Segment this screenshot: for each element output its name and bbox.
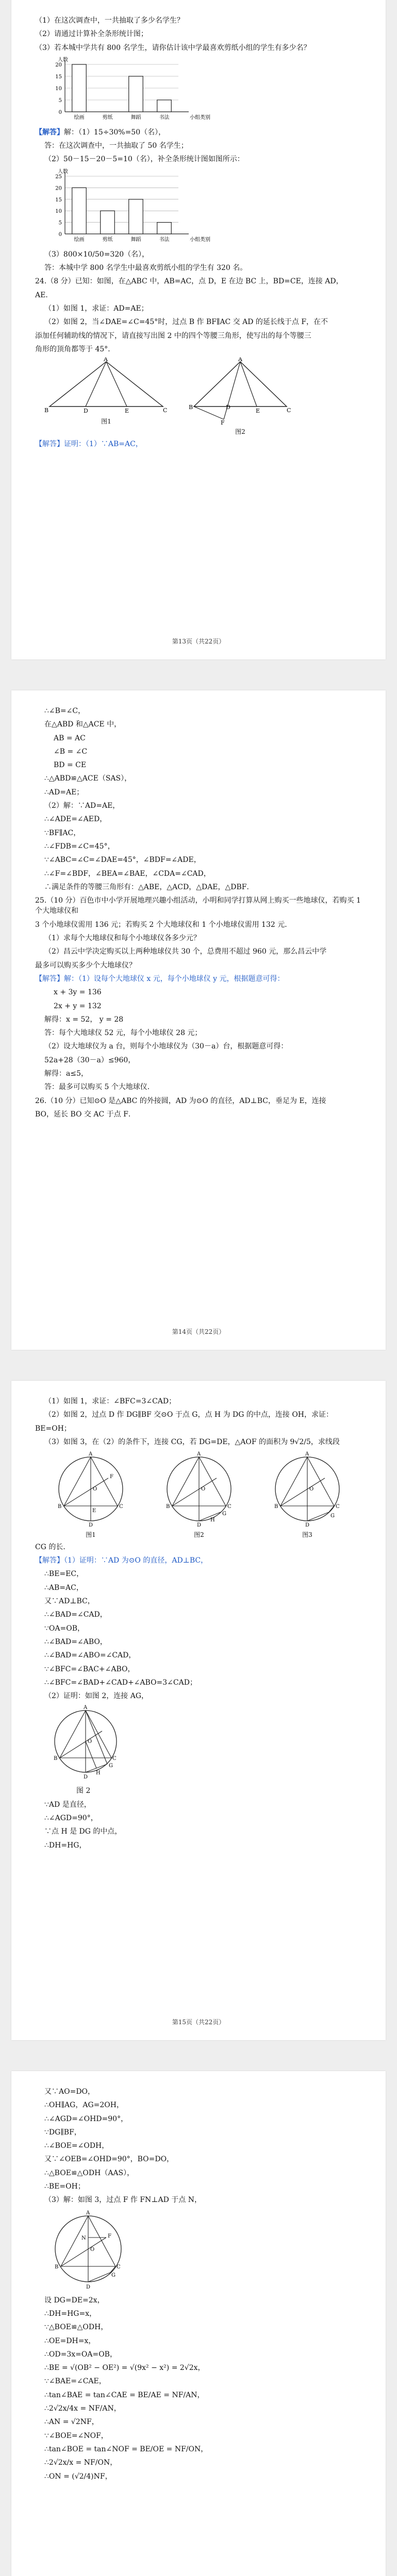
svg-text:B: B: [58, 1504, 62, 1510]
svg-text:E: E: [125, 408, 129, 415]
proof-line: ∴AD=AE；: [44, 788, 84, 796]
svg-text:F: F: [110, 1474, 113, 1480]
circle-figure-1: [44, 1450, 137, 1528]
solution-line: 答：本城中学 800 名学生中最喜欢剪纸小组的学生有 320 名。: [44, 264, 247, 273]
svg-text:G: G: [330, 1513, 335, 1519]
solution-line: 又∵AD⊥BC，: [44, 1597, 95, 1606]
proof-line: ∴∠F=∠BDF，∠BEA=∠BAE，∠CDA=∠CAD，: [44, 869, 211, 878]
solution-line: 【解答】（1）证明：∵AD 为⊙O 的直径，AD⊥BC，: [35, 1556, 208, 1565]
solution-line: ∴∠BOE=∠ODH，: [44, 2142, 109, 2150]
category-label: 剪纸: [102, 236, 113, 243]
proof-line: ∴满足条件的等腰三角形有：△ABE，△ACD，△DAE，△DBF．: [44, 883, 254, 891]
solution-line: 又∵AO=DO，: [44, 2088, 95, 2096]
figure-caption: 图2: [194, 1531, 204, 1539]
page-footer: 第15页（共22页）: [172, 2018, 225, 2026]
question-line: CG 的长．: [35, 1543, 71, 1551]
question-line: 24.（8 分）已知：如图，在△ABC 中，AB=AC，点 D，E 在边 BC 上，BD=CE，连接 AD，: [35, 277, 343, 286]
category-label: 剪纸: [102, 114, 113, 121]
y-tick-label: 0: [58, 109, 62, 115]
equation-line: 2x + y = 132: [54, 1002, 102, 1010]
svg-text:H: H: [210, 1517, 215, 1523]
proof-line: BD = CE: [54, 761, 87, 770]
solution-line: ∵∠BFC=∠BAC+∠ABO，: [44, 1665, 135, 1673]
question-line: AE．: [35, 291, 53, 299]
x-axis-label: 小组类别: [190, 236, 210, 243]
solution-line: ∵OA=OB，: [44, 1624, 85, 1633]
figure-caption: 图1: [101, 418, 111, 426]
proof-line: （2）解：∵AD=AE，: [44, 802, 120, 810]
svg-text:C: C: [336, 1504, 340, 1510]
question-line: （3）如图 3，在（2）的条件下，连接 CG，若 DG=DE，△AOF 的面积为 9√2/5，求线段: [44, 1437, 340, 1446]
question-line: （1）在这次调查中，一共抽取了多少名学生？: [35, 16, 184, 25]
category-label: 舞蹈: [130, 236, 141, 243]
solution-line: ∴ON = (√2/4)NF，: [44, 2472, 112, 2481]
solution-line: 【解答】解：（1）设每个大地球仪 x 元，每个小地球仪 y 元，根据题意可得：: [35, 974, 285, 983]
svg-text:D: D: [86, 2284, 91, 2290]
solution-line: ∴2√2x/x = NF/ON，: [44, 2459, 118, 2467]
x-axis-label: 小组类别: [190, 114, 210, 121]
question-line: 26.（10 分）已知⊙O 是△ABC 的外接圆，AD 为⊙O 的直径，AD⊥BC，垂足为 E，连接: [35, 1096, 326, 1105]
solution-line: ∵∠BOE=∠NOF，: [44, 2431, 108, 2440]
solution-line: 解得：a≤5，: [44, 1070, 88, 1078]
svg-text:D: D: [84, 1774, 88, 1781]
bar: [101, 211, 115, 234]
solution-line: 答：最多可以购买 5 个大地球仪．: [44, 1083, 155, 1092]
solution-line: ∵△BOE≌△ODH，: [44, 2323, 108, 2332]
category-label: 绘画: [74, 236, 85, 243]
solution-line: ∴∠AGD=∠OHD=90°，: [44, 2114, 128, 2123]
circle-figure-3: [261, 1450, 354, 1528]
solution-line: ∴tan∠BAE = tan∠CAE = BE/AE = NF/AN，: [44, 2391, 205, 2399]
solution-line: ∴OD=3x=OA=OB，: [44, 2350, 117, 2359]
svg-text:D: D: [84, 408, 88, 415]
document-page-15: [11, 1381, 386, 2040]
svg-text:O: O: [93, 1486, 97, 1493]
svg-text:N: N: [81, 2235, 86, 2241]
svg-text:A: A: [238, 358, 242, 363]
question-line: （1）如图 1，求证：∠BFC=3∠CAD；: [44, 1397, 176, 1405]
question-line: （1）如图 1，求证：AD=AE；: [44, 304, 148, 313]
solution-line: ∴∠BAD=∠ABO，: [44, 1637, 107, 1646]
solution-line: （2）50－15－20－5=10（名），补全条形统计图如图所示：: [44, 155, 244, 164]
solution-line: ∴2√2x/4x = NF/AN，: [44, 2404, 121, 2413]
svg-text:O: O: [90, 2246, 95, 2252]
bar: [129, 199, 143, 234]
solution-line: ∴OE=DH=x，: [44, 2336, 96, 2345]
y-tick-label: 15: [55, 197, 62, 203]
solution-line: ∵DG∥BF，: [44, 2128, 81, 2137]
svg-text:C: C: [117, 2264, 121, 2270]
solution-line: （3）解：如图 3，过点 F 作 FN⊥AD 于点 N，: [44, 2196, 202, 2205]
figure-caption: 图 2: [76, 1787, 91, 1795]
svg-text:B: B: [189, 404, 193, 411]
triangle-figure-1: [44, 358, 168, 414]
svg-text:E: E: [92, 1508, 96, 1514]
solution-line: ∴DH=HG，: [44, 1841, 87, 1850]
proof-line: ∴∠FDB=∠C=45°，: [44, 842, 115, 851]
svg-text:B: B: [166, 1504, 170, 1510]
bar: [157, 222, 172, 233]
question-line: （2）如图 2，当∠DAE=∠C=45°时，过点 B 作 BF∥AC 交 AD 的延长线于点 F，在不: [44, 318, 328, 327]
solution-line: ∵点 H 是 DG 的中点，: [44, 1827, 122, 1836]
category-label: 绘画: [74, 114, 85, 121]
y-tick-label: 5: [58, 97, 62, 104]
solution-line: ∴△BOE≌△ODH（AAS），: [44, 2168, 135, 2177]
svg-text:C: C: [227, 1504, 231, 1510]
y-tick-label: 10: [55, 86, 62, 92]
question-line: （2）如图 2，过点 D 作 DG∥BF 交⊙O 于点 G，点 H 为 DG 的中点，连接 OH，求证：: [44, 1411, 334, 1419]
triangle-figure-2: [189, 358, 292, 425]
svg-text:A: A: [89, 1451, 93, 1458]
solution-line: 52a+28（30－a）≤960，: [44, 1056, 136, 1064]
svg-text:G: G: [111, 2272, 115, 2278]
solution-line: ∴AB=AC，: [44, 1583, 84, 1592]
proof-line: AB = AC: [54, 734, 86, 742]
svg-text:G: G: [222, 1511, 226, 1517]
solution-line: ∴∠BAD=∠ABO=∠CAD，: [44, 1651, 136, 1660]
question-line: （1）求每个大地球仪和每个小地球仪各多少元？: [44, 934, 201, 943]
svg-text:O: O: [309, 1486, 314, 1493]
svg-text:A: A: [197, 1451, 201, 1458]
question-line: （2）请通过计算补全条形统计图；: [35, 30, 148, 39]
y-tick-label: 20: [55, 185, 62, 192]
solution-line: ∴OH∥AG，AG=2OH，: [44, 2101, 124, 2110]
svg-text:D: D: [226, 404, 230, 411]
solution-line: ∴tan∠BOE = tan∠NOF = BE/OE = NF/ON，: [44, 2445, 208, 2453]
bar: [72, 188, 87, 234]
proof-line: ∵∠ABC=∠C=∠DAE=45°，∠BDF=∠ADE，: [44, 856, 201, 865]
circle-figures: [44, 1450, 362, 1540]
solution-line: ∴DH=HG=x，: [44, 2309, 97, 2318]
solution-line: ∴BE=OH；: [44, 2182, 85, 2191]
solution-line: 答：每个大地球仪 52 元，每个小地球仪 28 元；: [44, 1029, 202, 1038]
svg-text:O: O: [201, 1486, 206, 1493]
page-footer: 第13页（共22页）: [172, 637, 225, 645]
document-page-14: [11, 690, 386, 1350]
proof-line: ∠B = ∠C: [54, 747, 88, 756]
solution-line: ∴BE=EC，: [44, 1570, 84, 1579]
category-label: 书法: [159, 114, 170, 121]
page-footer: 第14页（共22页）: [172, 1328, 225, 1335]
svg-text:B: B: [274, 1504, 278, 1510]
y-tick-label: 25: [55, 174, 62, 180]
svg-text:C: C: [119, 1504, 123, 1510]
solution-line: ∴∠BAD=∠CAD，: [44, 1611, 107, 1619]
proof-line: ∴△ABD≌△ACE（SAS），: [44, 774, 132, 783]
svg-text:O: O: [88, 1739, 92, 1745]
y-tick-label: 5: [58, 220, 62, 226]
circle-figure-2: [153, 1450, 245, 1528]
question-line: （3）若本城中学共有 800 名学生，请你估计该中学最喜欢剪纸小组的学生有多少名？: [35, 43, 311, 52]
y-tick-label: 20: [55, 62, 62, 68]
bar: [157, 100, 172, 112]
svg-text:F: F: [108, 2233, 111, 2239]
bar-chart-incomplete: [44, 56, 214, 123]
svg-text:A: A: [84, 1705, 88, 1711]
svg-text:F: F: [221, 419, 225, 425]
figure-caption: 图1: [86, 1531, 96, 1539]
solution-line: （3）800×10/50=320（名），: [44, 250, 150, 259]
document-page-16: [11, 2071, 386, 2576]
equation-line: x + 3y = 136: [54, 988, 102, 997]
figure-caption: 图3: [302, 1531, 312, 1539]
proof-line: ∵BF∥AC，: [44, 828, 81, 837]
circle-figure-2-solution: [44, 1704, 127, 1782]
svg-text:C: C: [112, 1756, 117, 1762]
solution-line: （2）证明：如图 2，连接 AG，: [44, 1692, 149, 1701]
question-line: 3 个小地球仪需用 136 元；若购买 2 个大地球仪和 1 个小地球仪需用 132 元．: [35, 920, 292, 929]
solution-tag: 【解答】: [35, 128, 64, 137]
question-line: BE=OH；: [35, 1424, 71, 1433]
bar-chart-complete: [44, 168, 214, 245]
solution-line: ∴∠BFC=∠BAD+∠CAD+∠ABO=3∠CAD；: [44, 1678, 197, 1687]
y-tick-label: 10: [55, 208, 62, 214]
solution-line: ∴AN = √2NF，: [44, 2418, 99, 2427]
y-tick-label: 0: [58, 231, 62, 238]
solution-line: ∴∠AGD=90°，: [44, 1814, 98, 1823]
solution-line: 答：在这次调查中，一共抽取了 50 名学生；: [44, 142, 188, 150]
solution-line: 解得：x = 52， y = 28: [44, 1015, 124, 1024]
circle-figure-3-solution: [44, 2209, 132, 2291]
svg-text:E: E: [256, 408, 260, 415]
y-axis-label: 人数: [58, 168, 68, 175]
svg-text:C: C: [287, 407, 291, 414]
question-line: （2）昌云中学决定购买以上两种地球仪共 30 个，总费用不超过 960 元，那么昌云中学: [44, 947, 327, 956]
y-tick-label: 15: [55, 74, 62, 80]
svg-text:B: B: [55, 2264, 59, 2270]
document-page-13: [11, 0, 386, 659]
svg-text:B: B: [54, 1756, 58, 1762]
proof-line: 在△ABD 和△ACE 中，: [44, 720, 122, 729]
solution-line: 【解答】证明：（1）∵AB=AC，: [35, 439, 143, 448]
question-line: 25.（10 分）百色市中小学开展地理兴趣小组活动，小明和同学打算从网上购买一些地球仪，若购买 1 个大地球仪和: [35, 896, 361, 916]
category-label: 书法: [159, 236, 170, 243]
category-label: 舞蹈: [130, 114, 141, 121]
solution-line: ∵∠BAE=∠CAE，: [44, 2377, 106, 2386]
figure-caption: 图2: [235, 428, 245, 436]
proof-line: ∴∠B=∠C，: [44, 707, 86, 715]
svg-text:B: B: [44, 407, 49, 414]
triangle-figures: [44, 358, 362, 437]
svg-text:G: G: [109, 1763, 113, 1769]
solution-line: 设 DG=DE=2x，: [44, 2296, 105, 2304]
question-line: 最多可以购买多少个大地球仪？: [35, 961, 136, 970]
solution-line: ∴BE = √(OB² − OE²) = √(9x² − x²) = 2√2x，: [44, 2364, 205, 2372]
bar: [72, 64, 87, 112]
question-line: BO，延长 BO 交 AC 于点 F．: [35, 1110, 136, 1118]
bar: [129, 76, 143, 112]
solution-line: （2）设大地球仪为 a 台，则每个小地球仪为（30－a）台，根据题意可得：: [44, 1042, 288, 1051]
svg-text:A: A: [104, 358, 108, 363]
svg-text:D: D: [197, 1522, 202, 1528]
solution-line: ∵AD 是直径，: [44, 1800, 91, 1809]
svg-text:A: A: [305, 1451, 309, 1458]
y-axis-label: 人数: [58, 57, 68, 63]
svg-text:H: H: [96, 1770, 101, 1776]
solution-line: 又∵∠OEB=∠OHD=90°，BO=DO，: [44, 2155, 174, 2164]
question-line: 添加任何辅助线的情况下，请直接写出图 2 中的四个等腰三角形，使写出的每个等腰三: [35, 331, 311, 340]
svg-text:C: C: [163, 407, 168, 414]
svg-text:A: A: [86, 2210, 90, 2216]
svg-text:D: D: [305, 1522, 310, 1528]
svg-text:D: D: [89, 1522, 93, 1528]
question-line: 角形的顶角都等于 45°．: [35, 345, 115, 353]
proof-line: ∴∠ADE=∠AED，: [44, 815, 107, 824]
solution-line: 【解答】解：（1）15÷30%=50（名），: [35, 127, 362, 138]
